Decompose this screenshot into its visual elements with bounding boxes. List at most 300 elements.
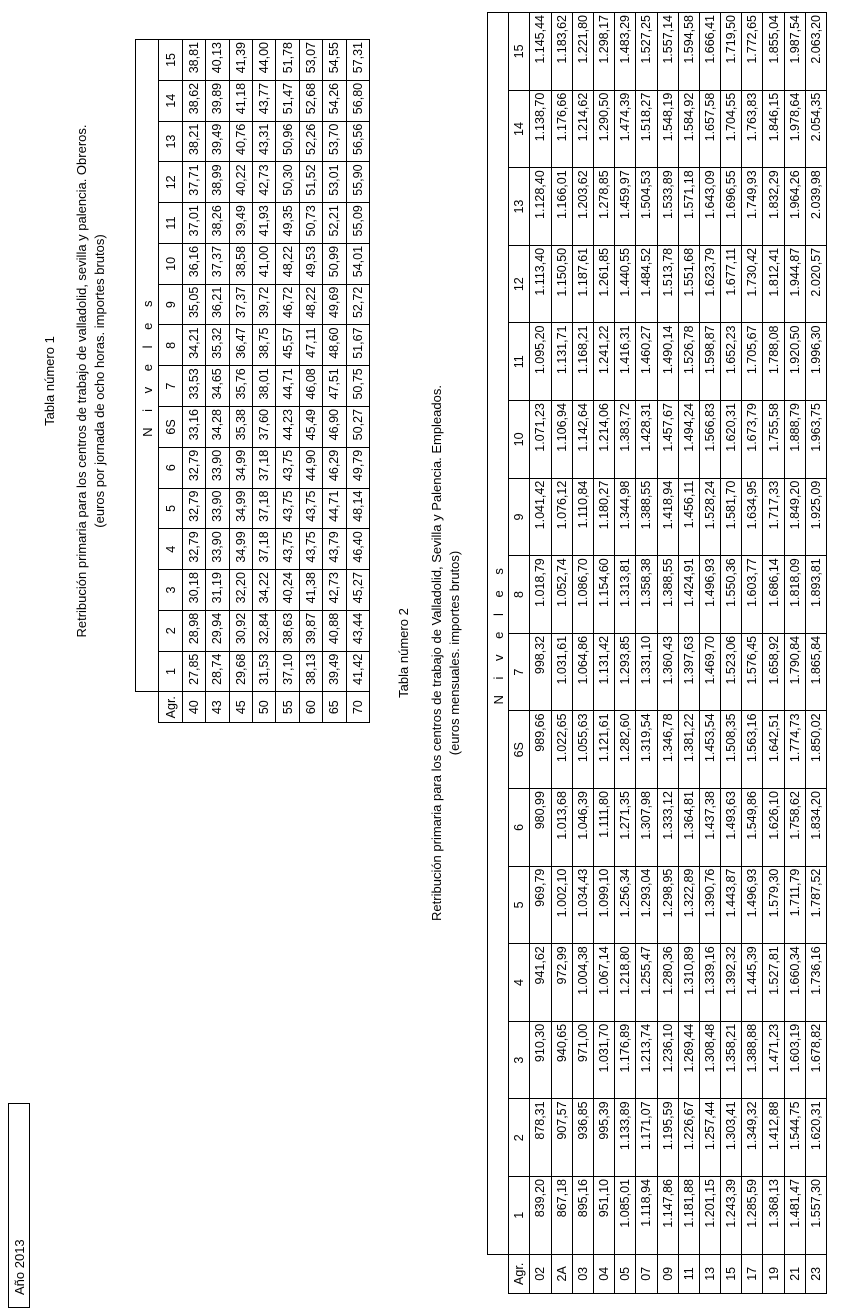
- table1-value-cell: 40,22: [229, 162, 252, 203]
- table-row: [636, 13, 657, 1294]
- table1-value-cell: 50,96: [276, 121, 299, 162]
- table2-niveles-row: [488, 13, 509, 1294]
- table1-value-cell: 41,38: [299, 570, 322, 611]
- table2-value-cell: 951,10: [593, 1177, 614, 1255]
- table2-value-cell: 1.579,30: [763, 866, 784, 944]
- table1-value-cell: 35,76: [229, 366, 252, 407]
- table2-value-cell: 1.508,35: [721, 711, 742, 789]
- table2-value-cell: 1.145,44: [530, 13, 551, 91]
- table1-value-cell: 39,87: [299, 610, 322, 651]
- table2-value-cell: 1.133,89: [615, 1099, 636, 1177]
- table1-value-cell: 35,38: [229, 407, 252, 448]
- table1-value-cell: 43,31: [252, 121, 275, 162]
- table2-value-cell: 2.054,35: [805, 90, 826, 168]
- table2-value-cell: 980,99: [530, 789, 551, 867]
- table2-value-cell: 1.704,55: [721, 90, 742, 168]
- table1-value-cell: 32,20: [229, 570, 252, 611]
- table2-value-cell: 1.484,52: [636, 245, 657, 323]
- table1-agr-cell: 43: [206, 692, 229, 723]
- table1-value-cell: 44,71: [323, 488, 346, 529]
- table2-value-cell: 972,99: [551, 944, 572, 1022]
- table2-value-cell: 1.557,30: [805, 1177, 826, 1255]
- table1-value-cell: 32,79: [182, 447, 205, 488]
- table1-value-cell: 52,26: [299, 121, 322, 162]
- table2-value-cell: 1.381,22: [678, 711, 699, 789]
- table2-value-cell: 1.453,54: [699, 711, 720, 789]
- table2-value-cell: 1.749,93: [742, 168, 763, 246]
- table-row: [530, 13, 551, 1294]
- table1-value-cell: 40,88: [323, 610, 346, 651]
- table1-value-cell: 43,75: [276, 529, 299, 570]
- table2-value-cell: 1.271,35: [615, 789, 636, 867]
- table2-value-cell: 1.131,42: [593, 633, 614, 711]
- table-row: [805, 13, 826, 1294]
- table2-value-cell: 1.099,10: [593, 866, 614, 944]
- table2-value-cell: 1.022,65: [551, 711, 572, 789]
- table2-value-cell: 1.278,85: [593, 168, 614, 246]
- table2-value-cell: 1.034,43: [572, 866, 593, 944]
- table1-value-cell: 38,75: [252, 325, 275, 366]
- table1-value-cell: 52,72: [346, 284, 369, 325]
- table2-value-cell: 1.496,93: [742, 866, 763, 944]
- table2-value-cell: 1.187,61: [572, 245, 593, 323]
- year-label-box: [8, 1103, 30, 1308]
- table2-value-cell: 1.471,23: [763, 1021, 784, 1099]
- table2-value-cell: 1.339,16: [699, 944, 720, 1022]
- table1-value-cell: 45,49: [299, 407, 322, 448]
- table1-value-cell: 54,01: [346, 243, 369, 284]
- table1-caption-line1: Retribución primaria para los centros de trabajo de valladolid, sevilla y palencia. Obreros.: [74, 124, 89, 638]
- table1-levels-row: [159, 40, 182, 723]
- table2-value-cell: 1.576,45: [742, 633, 763, 711]
- table1-value-cell: 38,13: [299, 651, 322, 692]
- table2-value-cell: 1.388,55: [636, 478, 657, 556]
- table2-value-cell: 1.218,80: [615, 944, 636, 1022]
- table1-value-cell: 44,00: [252, 40, 275, 81]
- table1-value-cell: 34,99: [229, 529, 252, 570]
- table1-value-cell: 56,80: [346, 80, 369, 121]
- table2-value-cell: 1.594,58: [678, 13, 699, 91]
- table2-value-cell: 1.333,12: [657, 789, 678, 867]
- table1-value-cell: 33,90: [206, 529, 229, 570]
- table1-agr-cell: 70: [346, 692, 369, 723]
- table1-value-cell: 28,74: [206, 651, 229, 692]
- table2-value-cell: 1.920,50: [784, 323, 805, 401]
- table2-value-cell: 1.787,52: [805, 866, 826, 944]
- table2-value-cell: 1.349,32: [742, 1099, 763, 1177]
- table2-value-cell: 1.978,64: [784, 90, 805, 168]
- table2-value-cell: 1.388,55: [657, 556, 678, 634]
- table1-value-cell: 40,13: [206, 40, 229, 81]
- table1-value-cell: 51,67: [346, 325, 369, 366]
- table2-value-cell: 1.584,92: [678, 90, 699, 168]
- table2-value-cell: 1.717,33: [763, 478, 784, 556]
- table2-value-cell: 1.571,18: [678, 168, 699, 246]
- table1-level-header: 4: [159, 529, 182, 570]
- table2-level-header: 10: [509, 401, 530, 479]
- table2-value-cell: 1.147,86: [657, 1177, 678, 1255]
- table2-value-cell: 1.303,41: [721, 1099, 742, 1177]
- table2-value-cell: 1.445,39: [742, 944, 763, 1022]
- table1-value-cell: 41,18: [229, 80, 252, 121]
- table2-value-cell: 1.243,39: [721, 1177, 742, 1255]
- table1-value-cell: 33,53: [182, 366, 205, 407]
- table2-value-cell: 1.128,40: [530, 168, 551, 246]
- table2-value-cell: 995,39: [593, 1099, 614, 1177]
- table1-level-header: 6: [159, 447, 182, 488]
- table1-value-cell: 29,68: [229, 651, 252, 692]
- table2-value-cell: 1.834,20: [805, 789, 826, 867]
- table2-value-cell: 1.523,06: [721, 633, 742, 711]
- table2-agr-cell: 19: [763, 1254, 784, 1293]
- table1-value-cell: 49,69: [323, 284, 346, 325]
- table2-value-cell: 989,66: [530, 711, 551, 789]
- table2-value-cell: 971,00: [572, 1021, 593, 1099]
- table2-agr-cell: 17: [742, 1254, 763, 1293]
- table-row: [346, 40, 369, 723]
- table2-value-cell: 1.383,72: [615, 401, 636, 479]
- table2-value-cell: 1.424,91: [678, 556, 699, 634]
- table2-corner-cell: [488, 1254, 509, 1293]
- table1-value-cell: 43,75: [276, 488, 299, 529]
- table1-caption-line2: (euros por jornada de ocho horas. importes brutos): [92, 234, 107, 528]
- table2-value-cell: 1.293,04: [636, 866, 657, 944]
- table2-value-cell: 1.214,62: [572, 90, 593, 168]
- table2-value-cell: 1.113,40: [530, 245, 551, 323]
- table2-agr-cell: 07: [636, 1254, 657, 1293]
- table1-value-cell: 37,18: [252, 447, 275, 488]
- table2-value-cell: 1.818,09: [784, 556, 805, 634]
- table1-value-cell: 51,47: [276, 80, 299, 121]
- table2-value-cell: 1.677,11: [721, 245, 742, 323]
- table2-value-cell: 1.201,15: [699, 1177, 720, 1255]
- table2-value-cell: 1.551,68: [678, 245, 699, 323]
- table2-value-cell: 1.533,89: [657, 168, 678, 246]
- table-row: [206, 40, 229, 723]
- table2-value-cell: 1.086,70: [572, 556, 593, 634]
- table1-level-header: 7: [159, 366, 182, 407]
- table1-level-header: 12: [159, 162, 182, 203]
- table-row: [763, 13, 784, 1294]
- table2-value-cell: 1.418,94: [657, 478, 678, 556]
- table2-value-cell: 1.620,31: [805, 1099, 826, 1177]
- table1-value-cell: 37,37: [229, 284, 252, 325]
- table1-value-cell: 46,90: [323, 407, 346, 448]
- table1-value-cell: 39,49: [323, 651, 346, 692]
- table1-level-header: 9: [159, 284, 182, 325]
- table1-value-cell: 47,51: [323, 366, 346, 407]
- table2-value-cell: 1.004,38: [572, 944, 593, 1022]
- table2-value-cell: 1.055,63: [572, 711, 593, 789]
- table1-value-cell: 32,84: [252, 610, 275, 651]
- table2-value-cell: 1.496,93: [699, 556, 720, 634]
- table2-value-cell: 1.241,22: [593, 323, 614, 401]
- table2-level-header: 5: [509, 866, 530, 944]
- table2-value-cell: 1.013,68: [551, 789, 572, 867]
- table2-agr-cell: 23: [805, 1254, 826, 1293]
- table2-value-cell: 1.138,70: [530, 90, 551, 168]
- table1-value-cell: 37,18: [252, 529, 275, 570]
- table2-value-cell: 1.758,62: [784, 789, 805, 867]
- table2-value-cell: 1.550,36: [721, 556, 742, 634]
- table2-value-cell: 1.261,85: [593, 245, 614, 323]
- table2-value-cell: 1.526,78: [678, 323, 699, 401]
- table1-value-cell: 49,79: [346, 447, 369, 488]
- table1-value-cell: 50,75: [346, 366, 369, 407]
- table2-caption-line2: (euros mensuales. importes brutos): [447, 550, 462, 756]
- table2-value-cell: 1.416,31: [615, 323, 636, 401]
- table1-value-cell: 41,93: [252, 203, 275, 244]
- table2-value-cell: 1.490,14: [657, 323, 678, 401]
- table2-agr-cell: 04: [593, 1254, 614, 1293]
- table2-value-cell: 839,20: [530, 1177, 551, 1255]
- table2-value-cell: 1.076,12: [551, 478, 572, 556]
- table2-value-cell: 1.397,63: [678, 633, 699, 711]
- table2-value-cell: 1.344,98: [615, 478, 636, 556]
- table1-agr-header: Agr.: [159, 692, 182, 723]
- table2-level-header: 13: [509, 168, 530, 246]
- table1-value-cell: 35,32: [206, 325, 229, 366]
- table1-level-header: 14: [159, 80, 182, 121]
- table2-value-cell: 1.307,98: [636, 789, 657, 867]
- table2-value-cell: 1.620,31: [721, 401, 742, 479]
- table2-value-cell: 2.039,98: [805, 168, 826, 246]
- table2-value-cell: 1.888,79: [784, 401, 805, 479]
- table2-value-cell: 1.705,67: [742, 323, 763, 401]
- table1-value-cell: 43,75: [299, 529, 322, 570]
- table1-value-cell: 46,08: [299, 366, 322, 407]
- table2-value-cell: 1.358,38: [636, 556, 657, 634]
- table2-level-header: 15: [509, 13, 530, 91]
- table2-caption-line1: Retribución primaria para los centros de trabajo de Valladolid, Sevilla y Palencia. Empleados.: [429, 385, 444, 921]
- table2-value-cell: 941,62: [530, 944, 551, 1022]
- table1-value-cell: 33,16: [182, 407, 205, 448]
- table2-agr-cell: 21: [784, 1254, 805, 1293]
- table2-value-cell: 1.168,21: [572, 323, 593, 401]
- table2-value-cell: 1.310,89: [678, 944, 699, 1022]
- table1-value-cell: 42,73: [323, 570, 346, 611]
- table2-value-cell: 1.308,48: [699, 1021, 720, 1099]
- table2-level-header: 4: [509, 944, 530, 1022]
- table1-value-cell: 52,21: [323, 203, 346, 244]
- table2-value-cell: 1.566,83: [699, 401, 720, 479]
- table1-value-cell: 37,18: [252, 488, 275, 529]
- table2-level-header: 11: [509, 323, 530, 401]
- table2-levels-row: [509, 13, 530, 1294]
- table2-value-cell: 1.166,01: [551, 168, 572, 246]
- table2-value-cell: 1.598,87: [699, 323, 720, 401]
- table2-value-cell: 1.711,79: [784, 866, 805, 944]
- table2-level-header: 9: [509, 478, 530, 556]
- table1-value-cell: 41,42: [346, 651, 369, 692]
- table-row: [276, 40, 299, 723]
- table1-value-cell: 51,52: [299, 162, 322, 203]
- table1-value-cell: 39,72: [252, 284, 275, 325]
- table2-value-cell: 940,65: [551, 1021, 572, 1099]
- table1-agr-cell: 55: [276, 692, 299, 723]
- table2-value-cell: 1.849,20: [784, 478, 805, 556]
- table2-value-cell: 910,30: [530, 1021, 551, 1099]
- table2-value-cell: 2.063,20: [805, 13, 826, 91]
- table1-value-cell: 36,47: [229, 325, 252, 366]
- table1-value-cell: 44,71: [276, 366, 299, 407]
- table2-value-cell: 1.850,02: [805, 711, 826, 789]
- table2-value-cell: 1.457,67: [657, 401, 678, 479]
- table1-value-cell: 38,63: [276, 610, 299, 651]
- table-row: [182, 40, 205, 723]
- table2-value-cell: 1.855,04: [763, 13, 784, 91]
- table2-caption: [428, 12, 464, 1294]
- table2-level-header: 6: [509, 789, 530, 867]
- table2-value-cell: 1.214,06: [593, 401, 614, 479]
- table1-value-cell: 38,21: [182, 121, 205, 162]
- table1-level-header: 10: [159, 243, 182, 284]
- table1-value-cell: 37,71: [182, 162, 205, 203]
- table2-value-cell: 1.469,70: [699, 633, 720, 711]
- table2-value-cell: 1.176,89: [615, 1021, 636, 1099]
- table2-value-cell: 1.483,29: [615, 13, 636, 91]
- table2-value-cell: 1.213,74: [636, 1021, 657, 1099]
- table1-niveles-row: [136, 40, 159, 723]
- table-row: [615, 13, 636, 1294]
- table1-value-cell: 34,65: [206, 366, 229, 407]
- table1-body: [182, 40, 369, 723]
- table2-value-cell: 1.195,59: [657, 1099, 678, 1177]
- table2-value-cell: 1.313,81: [615, 556, 636, 634]
- table1-value-cell: 51,78: [276, 40, 299, 81]
- table1-agr-cell: 60: [299, 692, 322, 723]
- table1-value-cell: 38,81: [182, 40, 205, 81]
- table1-value-cell: 34,99: [229, 488, 252, 529]
- table2-value-cell: 1.673,79: [742, 401, 763, 479]
- table1-value-cell: 39,89: [206, 80, 229, 121]
- table2-agr-cell: 02: [530, 1254, 551, 1293]
- table2-agr-cell: 09: [657, 1254, 678, 1293]
- table1-value-cell: 35,05: [182, 284, 205, 325]
- table2-value-cell: 1.456,11: [678, 478, 699, 556]
- table2-agr-header: Agr.: [509, 1254, 530, 1293]
- table2-value-cell: 998,32: [530, 633, 551, 711]
- table2-level-header: 8: [509, 556, 530, 634]
- table2-value-cell: 1.548,19: [657, 90, 678, 168]
- table1-value-cell: 33,90: [206, 447, 229, 488]
- table-row: [551, 13, 572, 1294]
- table1-title: Tabla número 1: [42, 336, 57, 426]
- table1-value-cell: 37,01: [182, 203, 205, 244]
- table2-level-header: 14: [509, 90, 530, 168]
- table2-value-cell: 1.111,80: [593, 789, 614, 867]
- table2-value-cell: 1.390,76: [699, 866, 720, 944]
- table2-value-cell: 1.018,79: [530, 556, 551, 634]
- table1-level-header: 11: [159, 203, 182, 244]
- table2-value-cell: 1.085,01: [615, 1177, 636, 1255]
- table1-value-cell: 39,49: [229, 203, 252, 244]
- table1-value-cell: 30,18: [182, 570, 205, 611]
- table2-value-cell: 1.493,63: [721, 789, 742, 867]
- table1-level-header: 5: [159, 488, 182, 529]
- table2-value-cell: 1.071,23: [530, 401, 551, 479]
- table2-value-cell: 907,57: [551, 1099, 572, 1177]
- table2-value-cell: 1.285,59: [742, 1177, 763, 1255]
- table2-value-cell: 1.257,44: [699, 1099, 720, 1177]
- table-row: [784, 13, 805, 1294]
- table1-value-cell: 34,22: [252, 570, 275, 611]
- table2-value-cell: 1.031,61: [551, 633, 572, 711]
- table2-value-cell: 1.678,82: [805, 1021, 826, 1099]
- table1-value-cell: 45,27: [346, 570, 369, 611]
- table-row: [657, 13, 678, 1294]
- table2-value-cell: 1.944,87: [784, 245, 805, 323]
- table2-value-cell: 2.020,57: [805, 245, 826, 323]
- table2-value-cell: 1.893,81: [805, 556, 826, 634]
- table2-value-cell: 1.290,50: [593, 90, 614, 168]
- table1-value-cell: 53,07: [299, 40, 322, 81]
- table2-level-header: 3: [509, 1021, 530, 1099]
- table1-level-header: 6S: [159, 407, 182, 448]
- table1-agr-cell: 45: [229, 692, 252, 723]
- table1-value-cell: 46,40: [346, 529, 369, 570]
- table1-value-cell: 43,77: [252, 80, 275, 121]
- table1-value-cell: 55,09: [346, 203, 369, 244]
- table1-value-cell: 41,00: [252, 243, 275, 284]
- table1-value-cell: 31,19: [206, 570, 229, 611]
- table1-value-cell: 48,14: [346, 488, 369, 529]
- table2-value-cell: 1.331,10: [636, 633, 657, 711]
- table1-level-header: 15: [159, 40, 182, 81]
- table2-value-cell: 1.221,80: [572, 13, 593, 91]
- table2-value-cell: 1.658,92: [763, 633, 784, 711]
- table1: [135, 39, 370, 723]
- table2-value-cell: 1.987,54: [784, 13, 805, 91]
- table2-value-cell: 1.719,50: [721, 13, 742, 91]
- table1-value-cell: 32,79: [182, 488, 205, 529]
- table1-value-cell: 34,21: [182, 325, 205, 366]
- table2-value-cell: 1.255,47: [636, 944, 657, 1022]
- table1-value-cell: 55,90: [346, 162, 369, 203]
- table2-value-cell: 1.358,21: [721, 1021, 742, 1099]
- table2-value-cell: 1.772,65: [742, 13, 763, 91]
- table1-value-cell: 46,29: [323, 447, 346, 488]
- table2-value-cell: 1.460,27: [636, 323, 657, 401]
- table2-value-cell: 1.666,41: [699, 13, 720, 91]
- table1-value-cell: 34,99: [229, 447, 252, 488]
- table2-value-cell: 1.110,84: [572, 478, 593, 556]
- table2-value-cell: 1.388,88: [742, 1021, 763, 1099]
- table1-value-cell: 50,73: [299, 203, 322, 244]
- table2-value-cell: 1.964,26: [784, 168, 805, 246]
- table2-value-cell: 1.346,78: [657, 711, 678, 789]
- table2-value-cell: 1.412,88: [763, 1099, 784, 1177]
- table2-value-cell: 1.298,95: [657, 866, 678, 944]
- table2-value-cell: 1.603,77: [742, 556, 763, 634]
- table2-value-cell: 1.121,61: [593, 711, 614, 789]
- table2-value-cell: 878,31: [530, 1099, 551, 1177]
- table1-value-cell: 36,21: [206, 284, 229, 325]
- table2-value-cell: 1.549,86: [742, 789, 763, 867]
- table1-value-cell: 38,01: [252, 366, 275, 407]
- table2-value-cell: 1.118,94: [636, 1177, 657, 1255]
- table2-value-cell: 1.142,64: [572, 401, 593, 479]
- table1-value-cell: 38,26: [206, 203, 229, 244]
- table2-level-header: 1: [509, 1177, 530, 1255]
- table1-level-header: 13: [159, 121, 182, 162]
- table2-value-cell: 1.031,70: [593, 1021, 614, 1099]
- table2-level-header: 2: [509, 1099, 530, 1177]
- table2-value-cell: 1.504,53: [636, 168, 657, 246]
- table2-value-cell: 1.481,47: [784, 1177, 805, 1255]
- table1-value-cell: 47,11: [299, 325, 322, 366]
- table2-value-cell: 1.298,17: [593, 13, 614, 91]
